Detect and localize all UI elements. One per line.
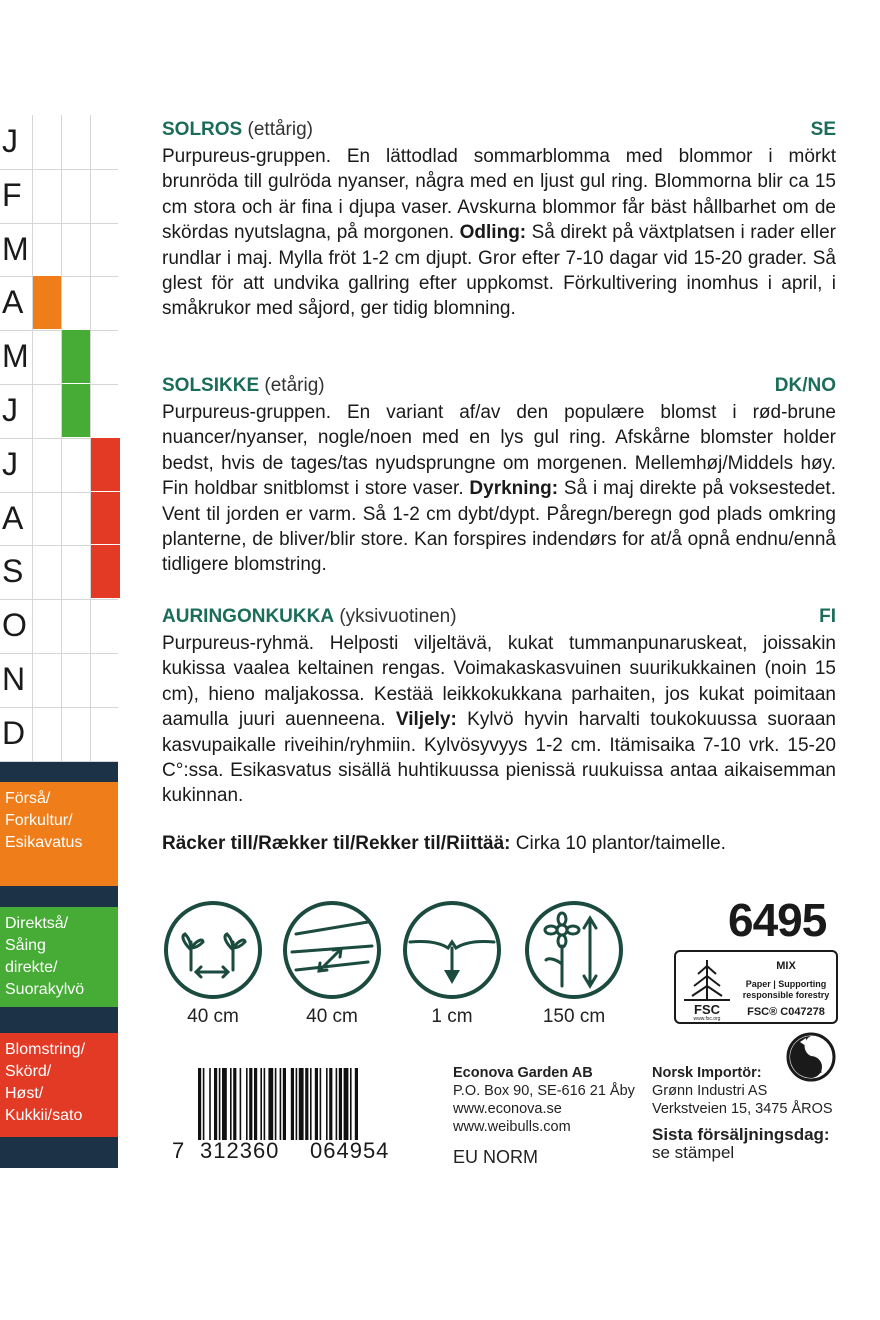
calendar-period-cell [90,438,120,491]
plant-height [524,900,624,1028]
barcode-bar [268,1068,273,1140]
sowing-depth-icon [402,900,502,1000]
barcode-bar [254,1068,257,1140]
calendar-column-divider [61,115,62,762]
calendar-month-row [0,223,118,278]
barcode-bar [249,1068,252,1140]
barcode-bar [315,1068,318,1140]
calendar-month-letter: N [2,661,26,697]
barcode-bar [355,1068,358,1140]
article-number: 6495 [728,894,827,946]
calendar-month-letter: S [2,553,24,590]
calendar-month-letter: J [2,123,18,159]
barcode-bar [214,1068,217,1140]
barcode-bar [283,1068,286,1140]
calendar-period-cell [61,384,91,437]
calendar-period-cell [32,276,62,329]
section-subtitle: (yksivuotinen) [339,606,457,627]
calendar-month-row [0,115,118,170]
plant-height-icon [524,900,624,1000]
fsc-tree-logo: FSC www.fsc.org [680,956,734,1020]
section-fi [162,605,836,809]
legend-bloom: Blomstring/ Skörd/ Høst/ Kukkii/sato [0,1033,118,1137]
section-subtitle: (ettårig) [247,119,313,140]
language-code: SE [810,119,836,140]
calendar-month-row [0,599,118,654]
section-body: Purpureus-gruppen. En variant af/av den populære blomst i rød-brune nuancer/nyanser, nogle/noen med en lys gul ring. Afskårne blomster holder bedst, hvis de tages/tas nyudsprungne om morgenen. Mellemhøj/Middels høy. Fin holdbar snitblomst i store vaser. Dyrkning: Så i maj direkte på voksestedet. Vent til jorden er varm. Så 1-2 cm dybt/dypt. Påregn/beregn god plads omkring planterne, de bliver/blir store. Kan forspires indendørs for at/å opnå endnu/ennå tidligere blomstring. [162,402,836,576]
calendar-month-letter: M [2,338,29,375]
month-calendar [0,115,118,762]
section-title: SOLSIKKE [162,375,260,396]
row-spacing [163,900,263,1028]
plant-spacing-icon [282,900,382,1000]
calendar-column-divider [90,115,91,762]
company-info: Econova Garden AB P.O. Box 90, SE-616 21 Åby www.econova.se www.weibulls.com EU NORM [453,1065,635,1167]
barcode-bar [339,1068,342,1140]
calendar-month-letter: F [2,176,22,213]
legend-indoor: Förså/ Forkultur/ Esikavatus [0,782,118,886]
barcode-bar [275,1068,277,1140]
row-spacing-icon [163,900,263,1000]
calendar-period-cell [61,330,91,383]
barcode-bar [350,1068,352,1140]
section-body: Purpureus-ryhmä. Helposti viljeltävä, kukat tummanpunaruskeat, joissakin kukissa vaalea keltainen rengas. Voimakaskasvuinen suurikukkainen (noin 15 cm), hieno maljakossa. Kestää leikkokukkana parhaiten, jos kukat poimitaan aamulla juuri auenneena. Viljely: Kylvö hyvin harvalti toukokuussa suoraan kasvupaikalle riveihin/ryhmiin. Kylvösyvyys 1-2 cm. Itämisaika 7-10 vrk. 15-20 C°:ssa. Esikasvatus sisällä huhtikuussa pienissä ruukuissa antaa aikaisemman kukinnan. [162,633,836,807]
calendar-month-letter: D [2,714,26,751]
tree-icon [680,956,734,1002]
legend-direct-sow: Direktså/ Såing direkte/ Suorakylvö [0,907,118,1007]
barcode-bar [233,1068,236,1140]
calendar-month-letter: J [2,445,18,482]
calendar-month-row [0,438,118,493]
calendar-month-row [0,545,118,600]
barcode-bar [209,1068,211,1140]
barcode-bar [299,1068,304,1140]
barcode-bar [203,1068,205,1140]
barcode-bar [222,1068,227,1140]
plant-spacing-label: 40 cm [306,1006,358,1027]
barcode-group-2: 064954 [310,1138,390,1163]
barcode-bar [320,1068,322,1140]
barcode-bar [296,1068,298,1140]
barcode-bar [280,1068,282,1140]
barcode-bar [344,1068,349,1140]
plant-height-label: 150 cm [542,1006,606,1027]
calendar-month-letter: A [2,499,24,536]
barcode-bars [172,1068,412,1140]
barcode-group-1: 312360 [200,1138,280,1163]
enough-for: Räcker till/Rækker til/Rekker til/Riittää: Cirka 10 plantor/taimelle. [162,833,726,854]
calendar-month-letter: J [2,392,18,428]
barcode-bar [264,1068,266,1140]
fsc-label: FSC www.fsc.org MIX Paper | Supporting responsible forestry FSC® C047278 [674,950,838,1024]
calendar-month-row [0,653,118,708]
barcode-bar [326,1068,328,1140]
calendar-month-row [0,330,118,385]
barcode-bar [240,1068,242,1140]
sowing-depth [402,900,502,1028]
barcode-bar [336,1068,338,1140]
barcode-bar [291,1068,294,1140]
calendar-period-cell [90,545,120,598]
calendar-month-letter: O [2,607,27,644]
importer-info: Norsk Importör: Grønn Industri AS Verkstveien 15, 3475 ÅROS Sista försäljningsdag: se stämpel [652,1065,833,1162]
calendar-column-divider [32,115,33,762]
barcode-bar [260,1068,262,1140]
calendar-month-letter: A [2,284,24,321]
section-title: AURINGONKUKKA [162,606,335,627]
calendar-month-letter: M [2,230,29,267]
barcode-digit-prefix: 7 [172,1138,186,1163]
calendar-month-row [0,276,118,331]
barcode [172,1068,412,1168]
sowing-depth-label: 1 cm [431,1006,473,1027]
barcode-bar [329,1068,332,1140]
row-spacing-label: 40 cm [187,1006,239,1027]
green-dot-recycle-icon [786,1032,836,1082]
calendar-month-row [0,169,118,224]
barcode-bar [198,1068,201,1140]
barcode-bar [310,1068,312,1140]
calendar-month-row [0,492,118,547]
calendar-month-row [0,707,118,762]
section-se [162,118,836,322]
barcode-bar [230,1068,232,1140]
language-code: FI [819,606,836,627]
section-body: Purpureus-gruppen. En lättodlad sommarblomma med blommor i mörkt brunröda till gulröda nyanser, några med en ljust gul ring. Blommorna blir ca 15 cm stora och är fina i djupa vaser. Avskurna blommor får bäst hållbarhet om de skördas nyutslagna, på morgonen. Odling: Så direkt på växtplatsen i rader eller rundlar i maj. Mylla fröt 1-2 cm djupt. Gror efter 7-10 dagar vid 15-20 grader. Så glest för att undvika gallring efter uppkomst. Förkultivering inomhus i april, i småkrukor med såjord, ger tidig blomning. [162,146,836,320]
barcode-bar [246,1068,248,1140]
barcode-bar [305,1068,308,1140]
calendar-period-cell [90,492,120,545]
barcode-bar [219,1068,221,1140]
section-title: SOLROS [162,119,243,140]
section-dk-no [162,374,836,578]
sowing-calendar-sidebar [0,115,118,1168]
calendar-month-row [0,384,118,439]
language-code: DK/NO [774,375,836,396]
section-subtitle: (etårig) [264,375,325,396]
plant-spacing [282,900,382,1028]
